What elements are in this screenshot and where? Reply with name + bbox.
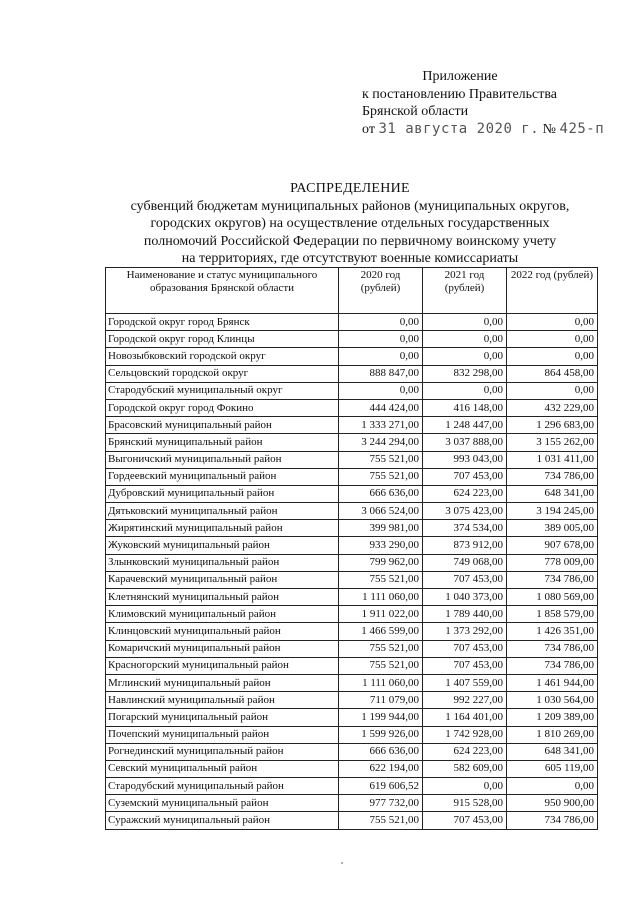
cell-2021: 707 453,00 [423, 812, 507, 829]
cell-2021: 993 043,00 [423, 451, 507, 468]
cell-2020: 933 290,00 [339, 537, 423, 554]
header-2021: 2021 год (рублей) [423, 268, 507, 314]
title-heading: РАСПРЕДЕЛЕНИЕ [290, 181, 410, 196]
cell-2022: 1 426 351,00 [507, 623, 598, 640]
cell-2020: 399 981,00 [339, 520, 423, 537]
table-header-row [106, 268, 598, 314]
cell-2021: 3 037 888,00 [423, 434, 507, 451]
table-row [106, 606, 598, 623]
cell-2021: 416 148,00 [423, 399, 507, 416]
cell-2021: 832 298,00 [423, 365, 507, 382]
table-row [106, 743, 598, 760]
cell-municipality: Климовский муниципальный район [106, 606, 339, 623]
cell-municipality: Новозыбковский городской округ [106, 348, 339, 365]
cell-2021: 707 453,00 [423, 640, 507, 657]
cell-2020: 0,00 [339, 314, 423, 331]
cell-municipality: Клинцовский муниципальный район [106, 623, 339, 640]
table-row [106, 778, 598, 795]
cell-2020: 0,00 [339, 348, 423, 365]
header-name: Наименование и статус муниципального образования Брянской области [106, 268, 339, 314]
cell-municipality: Городской округ город Клинцы [106, 331, 339, 348]
title-line-4: на территориях, где отсутствуют военные комиссариаты [181, 251, 519, 266]
cell-2022: 0,00 [507, 314, 598, 331]
table-row [106, 485, 598, 502]
appendix-header [362, 68, 604, 138]
table-row [106, 623, 598, 640]
number-sign: № [542, 121, 557, 137]
cell-2022: 734 786,00 [507, 812, 598, 829]
title-line-3: полномочий Российской Федерации по первичному воинскому учету [143, 233, 557, 249]
cell-2022: 605 119,00 [507, 760, 598, 777]
cell-municipality: Почепский муниципальный район [106, 726, 339, 743]
cell-2020: 444 424,00 [339, 399, 423, 416]
cell-municipality: Выгоничский муниципальный район [106, 451, 339, 468]
table-row [106, 314, 598, 331]
cell-2020: 1 466 599,00 [339, 623, 423, 640]
distribution-table [105, 267, 598, 830]
cell-2020: 755 521,00 [339, 657, 423, 674]
table-row [106, 331, 598, 348]
cell-2021: 915 528,00 [423, 795, 507, 812]
table-row [106, 554, 598, 571]
cell-municipality: Навлинский муниципальный район [106, 692, 339, 709]
cell-2022: 648 341,00 [507, 485, 598, 502]
cell-2020: 1 911 022,00 [339, 606, 423, 623]
cell-municipality: Суражский муниципальный район [106, 812, 339, 829]
cell-2021: 1 373 292,00 [423, 623, 507, 640]
date-prefix: от [362, 121, 375, 137]
cell-2021: 1 789 440,00 [423, 606, 507, 623]
title-line-2: городских округов) на осуществление отдельных государственных [150, 216, 550, 231]
cell-2022: 864 458,00 [507, 365, 598, 382]
cell-2020: 755 521,00 [339, 640, 423, 657]
cell-2021: 707 453,00 [423, 571, 507, 588]
table-row [106, 812, 598, 829]
cell-2022: 432 229,00 [507, 399, 598, 416]
cell-municipality: Рогнединский муниципальный район [106, 743, 339, 760]
cell-2022: 0,00 [507, 778, 598, 795]
cell-municipality: Сельцовский городской округ [106, 365, 339, 382]
cell-2020: 977 732,00 [339, 795, 423, 812]
cell-municipality: Карачевский муниципальный район [106, 571, 339, 588]
appendix-date-line [362, 121, 604, 139]
cell-2020: 1 333 271,00 [339, 417, 423, 434]
table-row [106, 417, 598, 434]
cell-2020: 1 599 926,00 [339, 726, 423, 743]
cell-2021: 0,00 [423, 314, 507, 331]
table-row [106, 503, 598, 520]
cell-2021: 992 227,00 [423, 692, 507, 709]
cell-2021: 582 609,00 [423, 760, 507, 777]
cell-2021: 1 040 373,00 [423, 589, 507, 606]
cell-2021: 3 075 423,00 [423, 503, 507, 520]
cell-2021: 707 453,00 [423, 657, 507, 674]
appendix-label: Приложение [422, 69, 498, 84]
cell-municipality: Брасовский муниципальный район [106, 417, 339, 434]
cell-2020: 3 244 294,00 [339, 434, 423, 451]
table-row [106, 348, 598, 365]
cell-2020: 711 079,00 [339, 692, 423, 709]
table-row [106, 468, 598, 485]
cell-2021: 1 742 928,00 [423, 726, 507, 743]
cell-2022: 1 858 579,00 [507, 606, 598, 623]
cell-2022: 3 155 262,00 [507, 434, 598, 451]
cell-2020: 0,00 [339, 382, 423, 399]
cell-municipality: Севский муниципальный район [106, 760, 339, 777]
table-row [106, 709, 598, 726]
cell-2022: 734 786,00 [507, 640, 598, 657]
table-row [106, 571, 598, 588]
cell-2021: 0,00 [423, 331, 507, 348]
cell-2021: 1 164 401,00 [423, 709, 507, 726]
table-row [106, 726, 598, 743]
cell-municipality: Злынковский муниципальный район [106, 554, 339, 571]
cell-2022: 1 461 944,00 [507, 674, 598, 691]
table-row [106, 520, 598, 537]
table-row [106, 451, 598, 468]
appendix-region: Брянской области [362, 104, 469, 119]
cell-2020: 1 199 944,00 [339, 709, 423, 726]
cell-municipality: Мглинский муниципальный район [106, 674, 339, 691]
cell-2021: 1 407 559,00 [423, 674, 507, 691]
cell-2020: 0,00 [339, 331, 423, 348]
cell-2020: 1 111 060,00 [339, 589, 423, 606]
cell-municipality: Клетнянский муниципальный район [106, 589, 339, 606]
cell-2022: 648 341,00 [507, 743, 598, 760]
document-title [80, 180, 620, 268]
number-value: 425-п [559, 120, 605, 137]
header-2020: 2020 год (рублей) [339, 268, 423, 314]
cell-2020: 755 521,00 [339, 812, 423, 829]
cell-2022: 778 009,00 [507, 554, 598, 571]
table-row [106, 537, 598, 554]
cell-municipality: Суземский муниципальный район [106, 795, 339, 812]
cell-municipality: Погарский муниципальный район [106, 709, 339, 726]
cell-2022: 1 031 411,00 [507, 451, 598, 468]
cell-2022: 1 080 569,00 [507, 589, 598, 606]
cell-2021: 873 912,00 [423, 537, 507, 554]
date-value: 31 августа 2020 г. [378, 120, 540, 137]
cell-2021: 749 068,00 [423, 554, 507, 571]
cell-municipality: Гордеевский муниципальный район [106, 468, 339, 485]
table-row [106, 760, 598, 777]
cell-2022: 734 786,00 [507, 571, 598, 588]
cell-municipality: Стародубский муниципальный округ [106, 382, 339, 399]
cell-2020: 755 521,00 [339, 468, 423, 485]
cell-2021: 374 534,00 [423, 520, 507, 537]
table-row [106, 674, 598, 691]
cell-2021: 707 453,00 [423, 468, 507, 485]
table-row [106, 795, 598, 812]
cell-2022: 0,00 [507, 331, 598, 348]
table-row [106, 365, 598, 382]
table-row [106, 589, 598, 606]
cell-2020: 622 194,00 [339, 760, 423, 777]
table-row [106, 657, 598, 674]
cell-2021: 0,00 [423, 348, 507, 365]
cell-2020: 799 962,00 [339, 554, 423, 571]
cell-2022: 389 005,00 [507, 520, 598, 537]
cell-2022: 1 810 269,00 [507, 726, 598, 743]
cell-2020: 666 636,00 [339, 743, 423, 760]
cell-2022: 1 209 389,00 [507, 709, 598, 726]
table-row [106, 692, 598, 709]
cell-2021: 624 223,00 [423, 485, 507, 502]
cell-2022: 1 030 564,00 [507, 692, 598, 709]
cell-municipality: Дятьковский муниципальный район [106, 503, 339, 520]
cell-municipality: Брянский муниципальный район [106, 434, 339, 451]
cell-municipality: Стародубский муниципальный район [106, 778, 339, 795]
cell-municipality: Городской округ город Фокино [106, 399, 339, 416]
table-row [106, 399, 598, 416]
cell-2020: 755 521,00 [339, 571, 423, 588]
cell-2021: 624 223,00 [423, 743, 507, 760]
table-row [106, 640, 598, 657]
cell-2022: 1 296 683,00 [507, 417, 598, 434]
table-row [106, 434, 598, 451]
header-2022: 2022 год (рублей) [507, 268, 598, 314]
cell-2020: 1 111 060,00 [339, 674, 423, 691]
cell-2020: 3 066 524,00 [339, 503, 423, 520]
cell-2022: 0,00 [507, 348, 598, 365]
scan-speck [341, 862, 343, 864]
cell-municipality: Жуковский муниципальный район [106, 537, 339, 554]
cell-2022: 734 786,00 [507, 657, 598, 674]
cell-2022: 0,00 [507, 382, 598, 399]
cell-2022: 734 786,00 [507, 468, 598, 485]
cell-2022: 907 678,00 [507, 537, 598, 554]
cell-2020: 888 847,00 [339, 365, 423, 382]
cell-2020: 666 636,00 [339, 485, 423, 502]
cell-municipality: Городской округ город Брянск [106, 314, 339, 331]
cell-municipality: Красногорский муниципальный район [106, 657, 339, 674]
cell-2021: 0,00 [423, 778, 507, 795]
appendix-resolution: к постановлению Правительства [362, 86, 558, 102]
cell-municipality: Комаричский муниципальный район [106, 640, 339, 657]
cell-2022: 3 194 245,00 [507, 503, 598, 520]
cell-2021: 0,00 [423, 382, 507, 399]
cell-2020: 619 606,52 [339, 778, 423, 795]
cell-2022: 950 900,00 [507, 795, 598, 812]
table-row [106, 382, 598, 399]
cell-municipality: Дубровский муниципальный район [106, 485, 339, 502]
title-line-1: субвенций бюджетам муниципальных районов (муниципальных округов, [130, 198, 570, 214]
cell-2020: 755 521,00 [339, 451, 423, 468]
cell-municipality: Жирятинский муниципальный район [106, 520, 339, 537]
cell-2021: 1 248 447,00 [423, 417, 507, 434]
